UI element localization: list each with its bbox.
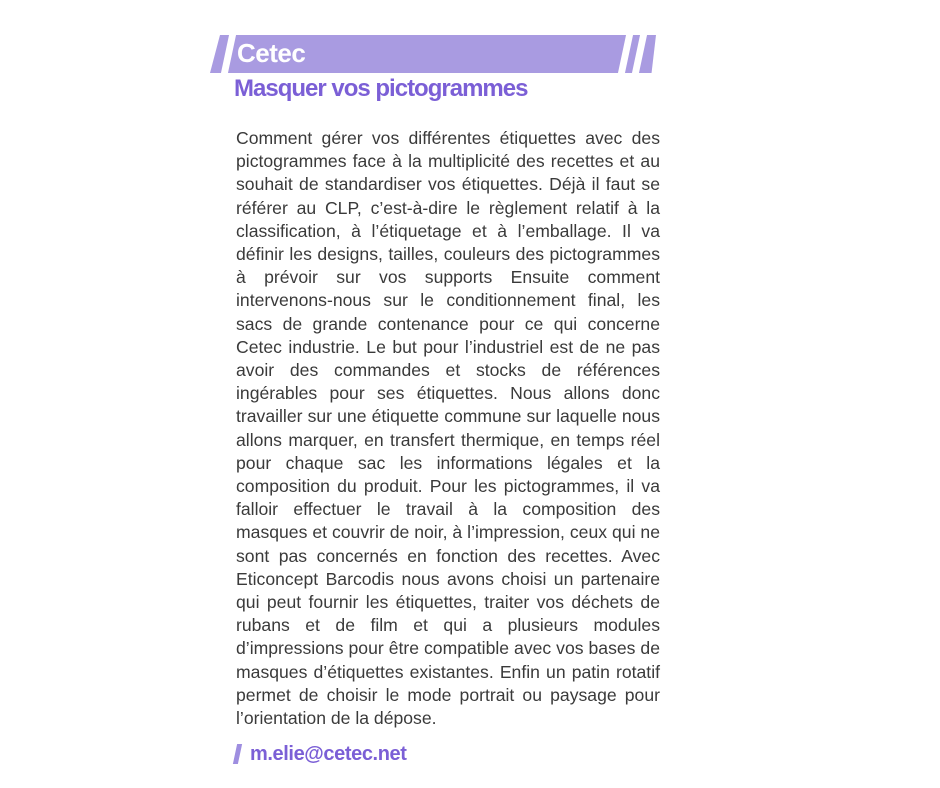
slash-mark-icon xyxy=(233,744,242,764)
contact-line xyxy=(235,741,407,767)
brand-name: Cetec xyxy=(237,38,306,68)
contact-email[interactable]: m.elie@cetec.net xyxy=(250,742,407,765)
article-body: Comment gérer vos différentes étiquettes avec des pictogrammes face à la multiplicité des recettes et au souhait de standardiser vos étiquettes. Déjà il faut se référer au CLP, c’est-à-dire le règlement relatif à la classification, à l’étiquetage et à l’emballage. Il va définir les designs, tailles, couleurs des pictogrammes à prévoir sur vos supports Ensuite comment intervenons-nous sur le conditionnement final, les sacs de grande contenance pour ce qui concerne Cetec industrie. Le but pour l’industriel est de ne pas avoir des commandes et stocks de références ingérables pour ses étiquettes. Nous allons donc travailler sur une étiquette commune sur laquelle nous allons marquer, en transfert thermique, en temps réel pour chaque sac les informations légales et la composition du produit. Pour les pictogrammes, il va falloir effectuer le travail à la composition des masques et couvrir de noir, à l’impression, ceux qui ne sont pas concernés en fonction des recettes. Avec Eticoncept Barcodis nous avons choisi un partenaire qui peut fournir les étiquettes, traiter vos déchets de rubans et de film et qui a plusieurs modules d’impressions pour être compatible avec vos bases de masques d’étiquettes existantes. Enfin un patin rotatif permet de choisir le mode portrait ou paysage pour l’orientation de la dépose. xyxy=(236,128,660,729)
article-title: Masquer vos pictogrammes xyxy=(234,75,528,102)
